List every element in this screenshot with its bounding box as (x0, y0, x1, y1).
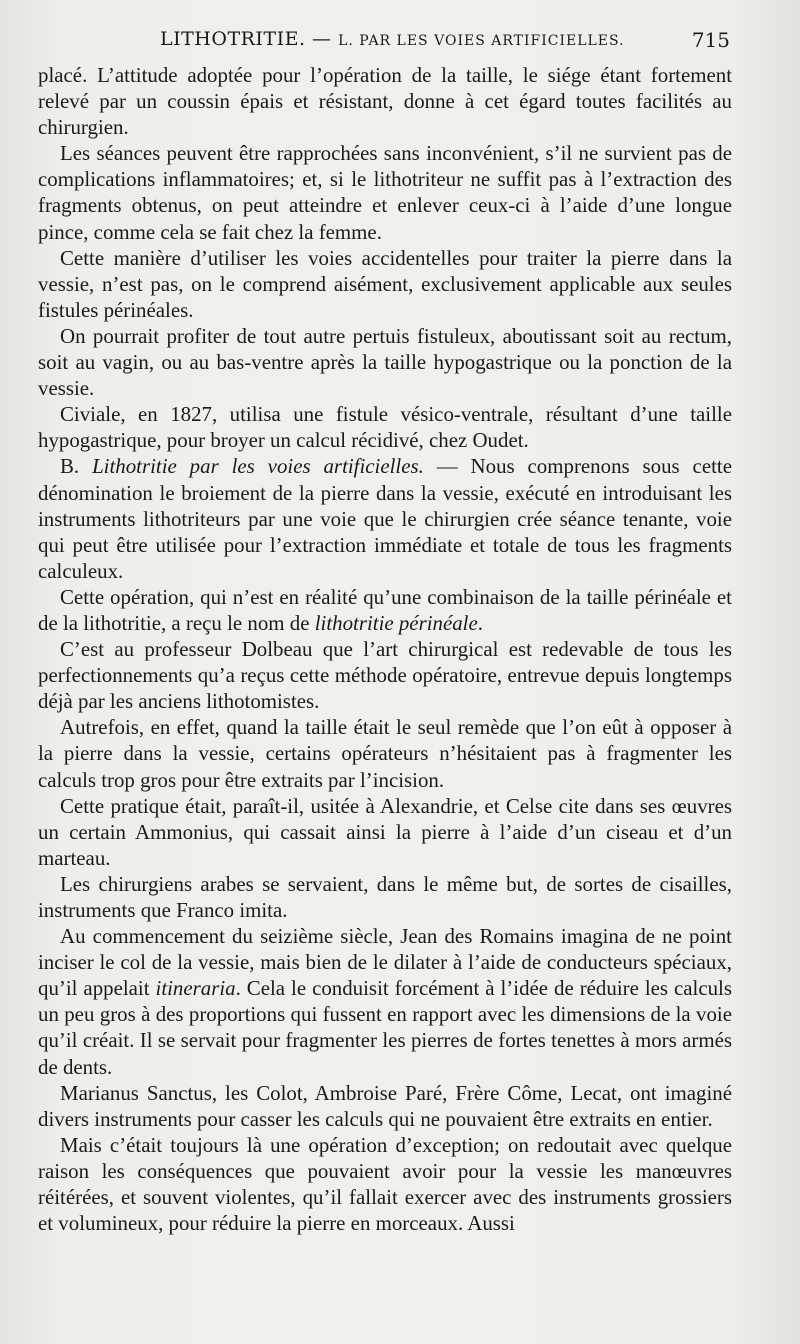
paragraph: Cette opération, qui n’est en réalité qu’une combinaison de la taille périnéale et de la lithotritie, a reçu le nom de lithotritie périnéale. (38, 584, 732, 635)
running-subtitle: L. PAR LES VOIES ARTIFICIELLES. (338, 33, 625, 49)
running-header (40, 28, 730, 56)
paragraph: Au commencement du seizième siècle, Jean des Romains imagina de ne point inciser le col de la vessie, mais bien de le dilater à l’aide de conducteurs spéciaux, qu’il appelait itineraria. Cela le conduisit forcément à l’idée de réduire les calculs un peu gros à des proportions qui fussent en rapport avec les dimensions de la voie qu’il créait. Il se servait pour fragmenter les pierres de fortes tenettes à mors armés de dents. (38, 924, 732, 1079)
paragraph: On pourrait profiter de tout autre pertuis fistuleux, aboutissant soit au rectum, soit au vagin, ou au bas-ventre après la taille hypogastrique ou la ponction de la vessie. (38, 323, 732, 401)
section-letter: B. (60, 454, 80, 479)
italic-term: itineraria (155, 976, 236, 1001)
paragraph: Cette manière d’utiliser les voies accidentelles pour traiter la pierre dans la vessie, n’est pas, on le comprend aisément, exclusivement applicable aux seules fistules périnéales. (38, 245, 732, 322)
paragraph: C’est au professeur Dolbeau que l’art chirurgical est redevable de tous les perfectionnements qu’a reçus cette méthode opératoire, entrevue depuis longtemps déjà par les anciens lithotomistes. (38, 637, 732, 714)
running-title: LITHOTRITIE. — L. PAR LES VOIES ARTIFICIELLES. (160, 28, 625, 50)
paragraph: Cette pratique était, paraît-il, usitée à Alexandrie, et Celse cite dans ses œuvres un certain Ammonius, qui cassait ainsi la pierre à l’aide d’un ciseau et d’un marteau. (38, 793, 732, 870)
section-title: Lithotritie par les voies artificielles. (92, 454, 424, 479)
paragraph: Les séances peuvent être rapprochées sans inconvénient, s’il ne survient pas de complications inflammatoires; et, si le lithotriteur ne suffit pas à l’extraction des fragments obtenus, on peut atteindre et enlever ceux-ci à l’aide d’une longue pince, comme cela se fait chez la femme. (38, 141, 732, 244)
paragraph: Marianus Sanctus, les Colot, Ambroise Paré, Frère Côme, Lecat, ont imaginé divers instruments pour casser les calculs qui ne pouvaient être extraits en entier. (38, 1080, 732, 1131)
paragraph: Autrefois, en effet, quand la taille était le seul remède que l’on eût à opposer à la pierre dans la vessie, certains opérateurs n’hésitaient pas à fragmenter les calculs trop gros pour être extraits par l’incision. (38, 715, 732, 792)
paragraph: placé. L’attitude adoptée pour l’opération de la taille, le siége étant fortement relevé par un coussin épais et résistant, donne à cet égard toutes facilités au chirurgien. (38, 63, 732, 140)
paragraph: Civiale, en 1827, utilisa une fistule vésico-ventrale, résultant d’une taille hypogastrique, pour broyer un calcul récidivé, chez Oudet. (38, 402, 732, 453)
paragraph-text: — Nous comprenons sous cette dénomination le broiement de la pierre dans la vessie, exécuté en introduisant les instruments lithotriteurs par une voie que le chirurgien crée séance tenante, voie qui peut être utilisée pour l’extraction immédiate et totale de tous les fragments calculeux. (38, 454, 732, 583)
section-paragraph (38, 453, 732, 583)
page-number: 715 (691, 28, 730, 52)
paragraph: Les chirurgiens arabes se servaient, dans le même but, de sortes de cisailles, instruments que Franco imita. (38, 871, 732, 922)
body-text (38, 62, 732, 1236)
paragraph: Mais c’était toujours là une opération d’exception; on redoutait avec quelque raison les conséquences que pouvaient avoir pour la vessie les manœuvres réitérées, et souvent violentes, qu’il fallait exercer avec des instruments grossiers et volumineux, pour réduire la pierre en morceaux. Aussi (38, 1132, 732, 1236)
italic-term: lithotritie périnéale (314, 610, 478, 635)
